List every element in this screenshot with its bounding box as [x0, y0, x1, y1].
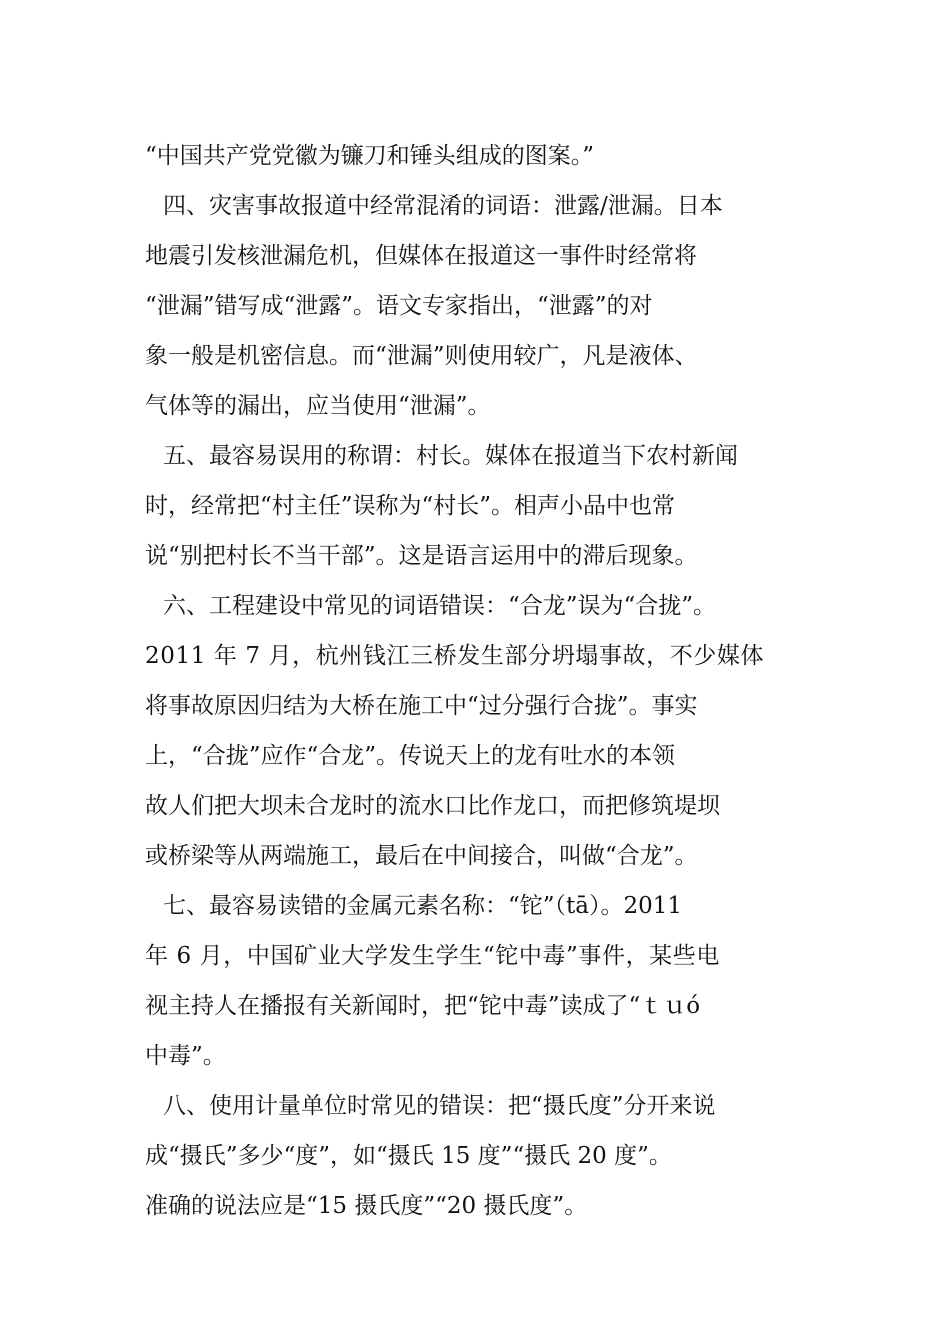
paragraph-eight-heading-line: 八、使用计量单位时常见的错误：把“摄氏度”分开来说 — [163, 1093, 716, 1119]
text-line: 地震引发核泄漏危机，但媒体在报道这一事件时经常将 — [145, 243, 697, 269]
text-line: 象一般是机密信息。而“泄漏”则使用较广，凡是液体、 — [145, 343, 698, 369]
text-line: 上，“合拢”应作“合龙”。传说天上的龙有吐水的本领 — [145, 743, 676, 769]
text-line: 视主持人在播报有关新闻时，把“铊中毒”读成了“ｔｕó — [145, 993, 701, 1019]
text-line: 故人们把大坝未合龙时的流水口比作龙口，而把修筑堤坝 — [145, 793, 720, 819]
text-line: 2011 年 7 月，杭州钱江三桥发生部分坍塌事故，不少媒体 — [145, 643, 765, 669]
document-body — [145, 131, 825, 1231]
text-line-party-emblem: “中国共产党党徽为镰刀和锤头组成的图案。” — [145, 143, 595, 169]
text-line: 年 6 月，中国矿业大学发生学生“铊中毒”事件，某些电 — [145, 943, 720, 969]
text-line: 准确的说法应是“15 摄氏度”“20 摄氏度”。 — [145, 1193, 588, 1219]
text-line: 将事故原因归结为大桥在施工中“过分强行合拢”。事实 — [145, 693, 698, 719]
paragraph-seven-heading-line: 七、最容易读错的金属元素名称：“铊”（tā）。2011 — [163, 893, 683, 919]
text-line: 说“别把村长不当干部”。这是语言运用中的滞后现象。 — [145, 543, 698, 569]
text-line: 气体等的漏出，应当使用“泄漏”。 — [145, 393, 491, 419]
text-line: 时，经常把“村主任”误称为“村长”。相声小品中也常 — [145, 493, 676, 519]
text-line: 或桥梁等从两端施工，最后在中间接合，叫做“合龙”。 — [145, 843, 698, 869]
paragraph-six-heading-line: 六、工程建设中常见的词语错误：“合龙”误为“合拢”。 — [163, 593, 717, 619]
text-line: 成“摄氏”多少“度”，如“摄氏 15 度”“摄氏 20 度”。 — [145, 1143, 672, 1169]
paragraph-four-heading-line: 四、灾害事故报道中经常混淆的词语：泄露/泄漏。日本 — [163, 193, 723, 219]
paragraph-five-heading-line: 五、最容易误用的称谓：村长。媒体在报道当下农村新闻 — [163, 443, 738, 469]
text-line: “泄漏”错写成“泄露”。语文专家指出，“泄露”的对 — [145, 293, 653, 319]
text-line: 中毒”。 — [145, 1043, 226, 1069]
